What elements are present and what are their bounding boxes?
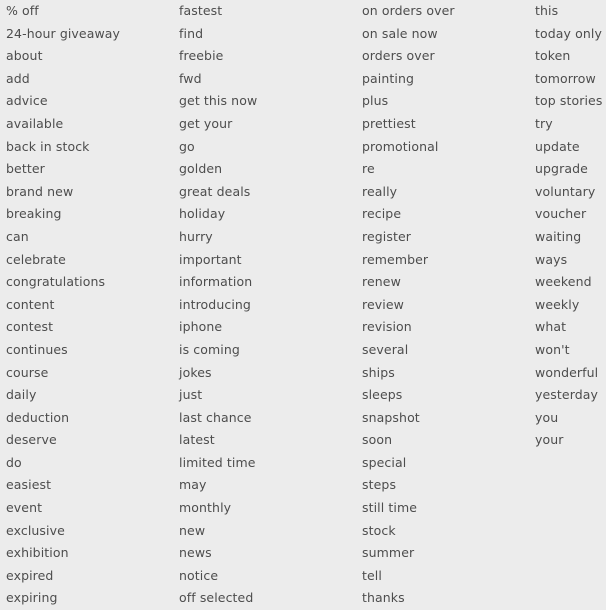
word-item: recipe bbox=[362, 206, 402, 222]
word-item: back in stock bbox=[6, 138, 90, 154]
word-item: congratulations bbox=[6, 274, 106, 290]
word-item: on orders over bbox=[362, 3, 455, 18]
word-item: course bbox=[6, 364, 49, 380]
word-column-2 bbox=[179, 0, 257, 610]
word-item: sleeps bbox=[362, 387, 403, 403]
word-item: find bbox=[179, 25, 204, 41]
word-item: orders over bbox=[362, 48, 435, 64]
word-item: deserve bbox=[6, 432, 57, 448]
word-item: exhibition bbox=[6, 545, 69, 561]
word-item: latest bbox=[179, 432, 215, 448]
word-item: easiest bbox=[6, 477, 52, 493]
word-item: better bbox=[6, 161, 45, 177]
word-item: won't bbox=[535, 341, 570, 357]
word-item: still time bbox=[362, 500, 418, 516]
word-item: jokes bbox=[179, 364, 212, 380]
word-item: content bbox=[6, 296, 55, 312]
word-item: painting bbox=[362, 70, 415, 86]
word-item: upgrade bbox=[535, 161, 588, 177]
word-item: event bbox=[6, 500, 43, 516]
word-item: on sale now bbox=[362, 25, 438, 41]
word-item: try bbox=[535, 115, 553, 131]
word-item: introducing bbox=[179, 296, 251, 312]
word-item: last chance bbox=[179, 409, 252, 425]
word-column-1 bbox=[6, 0, 120, 610]
word-item: revision bbox=[362, 319, 412, 335]
word-item: your bbox=[535, 432, 564, 448]
word-item: review bbox=[362, 296, 404, 312]
word-item: renew bbox=[362, 274, 401, 290]
word-column-4 bbox=[535, 0, 602, 452]
word-item: hurry bbox=[179, 228, 213, 244]
word-item: can bbox=[6, 228, 29, 244]
word-item: news bbox=[179, 545, 212, 561]
word-item: what bbox=[535, 319, 567, 335]
word-item: snapshot bbox=[362, 409, 420, 425]
word-item: several bbox=[362, 341, 409, 357]
word-item: promotional bbox=[362, 138, 439, 154]
word-item: soon bbox=[362, 432, 393, 448]
word-item: % off bbox=[6, 3, 39, 18]
word-item: steps bbox=[362, 477, 397, 493]
word-item: token bbox=[535, 48, 571, 64]
word-item: celebrate bbox=[6, 251, 66, 267]
word-item: today only bbox=[535, 25, 602, 41]
word-item: wonderful bbox=[535, 364, 599, 380]
word-item: information bbox=[179, 274, 253, 290]
word-item: do bbox=[6, 454, 22, 470]
word-item: tell bbox=[362, 567, 382, 583]
word-item: really bbox=[362, 183, 398, 199]
word-item: may bbox=[179, 477, 207, 493]
word-item: prettiest bbox=[362, 115, 416, 131]
word-item: tomorrow bbox=[535, 70, 596, 86]
word-item: fastest bbox=[179, 3, 223, 18]
word-item: freebie bbox=[179, 48, 224, 64]
word-item: get your bbox=[179, 115, 233, 131]
word-item: breaking bbox=[6, 206, 62, 222]
word-item: this bbox=[535, 3, 559, 18]
word-item: ways bbox=[535, 251, 568, 267]
word-item: add bbox=[6, 70, 30, 86]
word-item: register bbox=[362, 228, 412, 244]
word-item: go bbox=[179, 138, 195, 154]
word-item: limited time bbox=[179, 454, 256, 470]
word-item: voluntary bbox=[535, 183, 596, 199]
word-item: remember bbox=[362, 251, 429, 267]
word-item: voucher bbox=[535, 206, 587, 222]
word-item: off selected bbox=[179, 590, 254, 606]
word-item: daily bbox=[6, 387, 37, 403]
word-item: continues bbox=[6, 341, 68, 357]
word-item: notice bbox=[179, 567, 219, 583]
word-item: you bbox=[535, 409, 559, 425]
word-item: top stories bbox=[535, 93, 603, 109]
word-item: about bbox=[6, 48, 43, 64]
word-item: weekly bbox=[535, 296, 580, 312]
word-item: thanks bbox=[362, 590, 405, 606]
word-item: ships bbox=[362, 364, 395, 380]
word-item: advice bbox=[6, 93, 48, 109]
word-item: is coming bbox=[179, 341, 240, 357]
word-item: deduction bbox=[6, 409, 70, 425]
word-item: summer bbox=[362, 545, 415, 561]
word-item: new bbox=[179, 522, 206, 538]
word-item: fwd bbox=[179, 70, 202, 86]
word-column-3 bbox=[362, 0, 455, 610]
word-item: weekend bbox=[535, 274, 592, 290]
word-item: golden bbox=[179, 161, 223, 177]
word-item: 24-hour giveaway bbox=[6, 25, 121, 41]
word-item: update bbox=[535, 138, 580, 154]
word-item: yesterday bbox=[535, 387, 599, 403]
word-item: brand new bbox=[6, 183, 74, 199]
word-item: exclusive bbox=[6, 522, 65, 538]
word-item: re bbox=[362, 161, 375, 177]
word-item: iphone bbox=[179, 319, 223, 335]
word-item: plus bbox=[362, 93, 389, 109]
word-item: stock bbox=[362, 522, 396, 538]
word-item: waiting bbox=[535, 228, 582, 244]
word-item: holiday bbox=[179, 206, 226, 222]
word-item: just bbox=[179, 387, 203, 403]
word-item: contest bbox=[6, 319, 54, 335]
word-item: monthly bbox=[179, 500, 232, 516]
word-item: available bbox=[6, 115, 64, 131]
word-item: great deals bbox=[179, 183, 251, 199]
word-item: important bbox=[179, 251, 242, 267]
word-item: expiring bbox=[6, 590, 58, 606]
word-item: get this now bbox=[179, 93, 258, 109]
word-item: special bbox=[362, 454, 407, 470]
word-item: expired bbox=[6, 567, 54, 583]
